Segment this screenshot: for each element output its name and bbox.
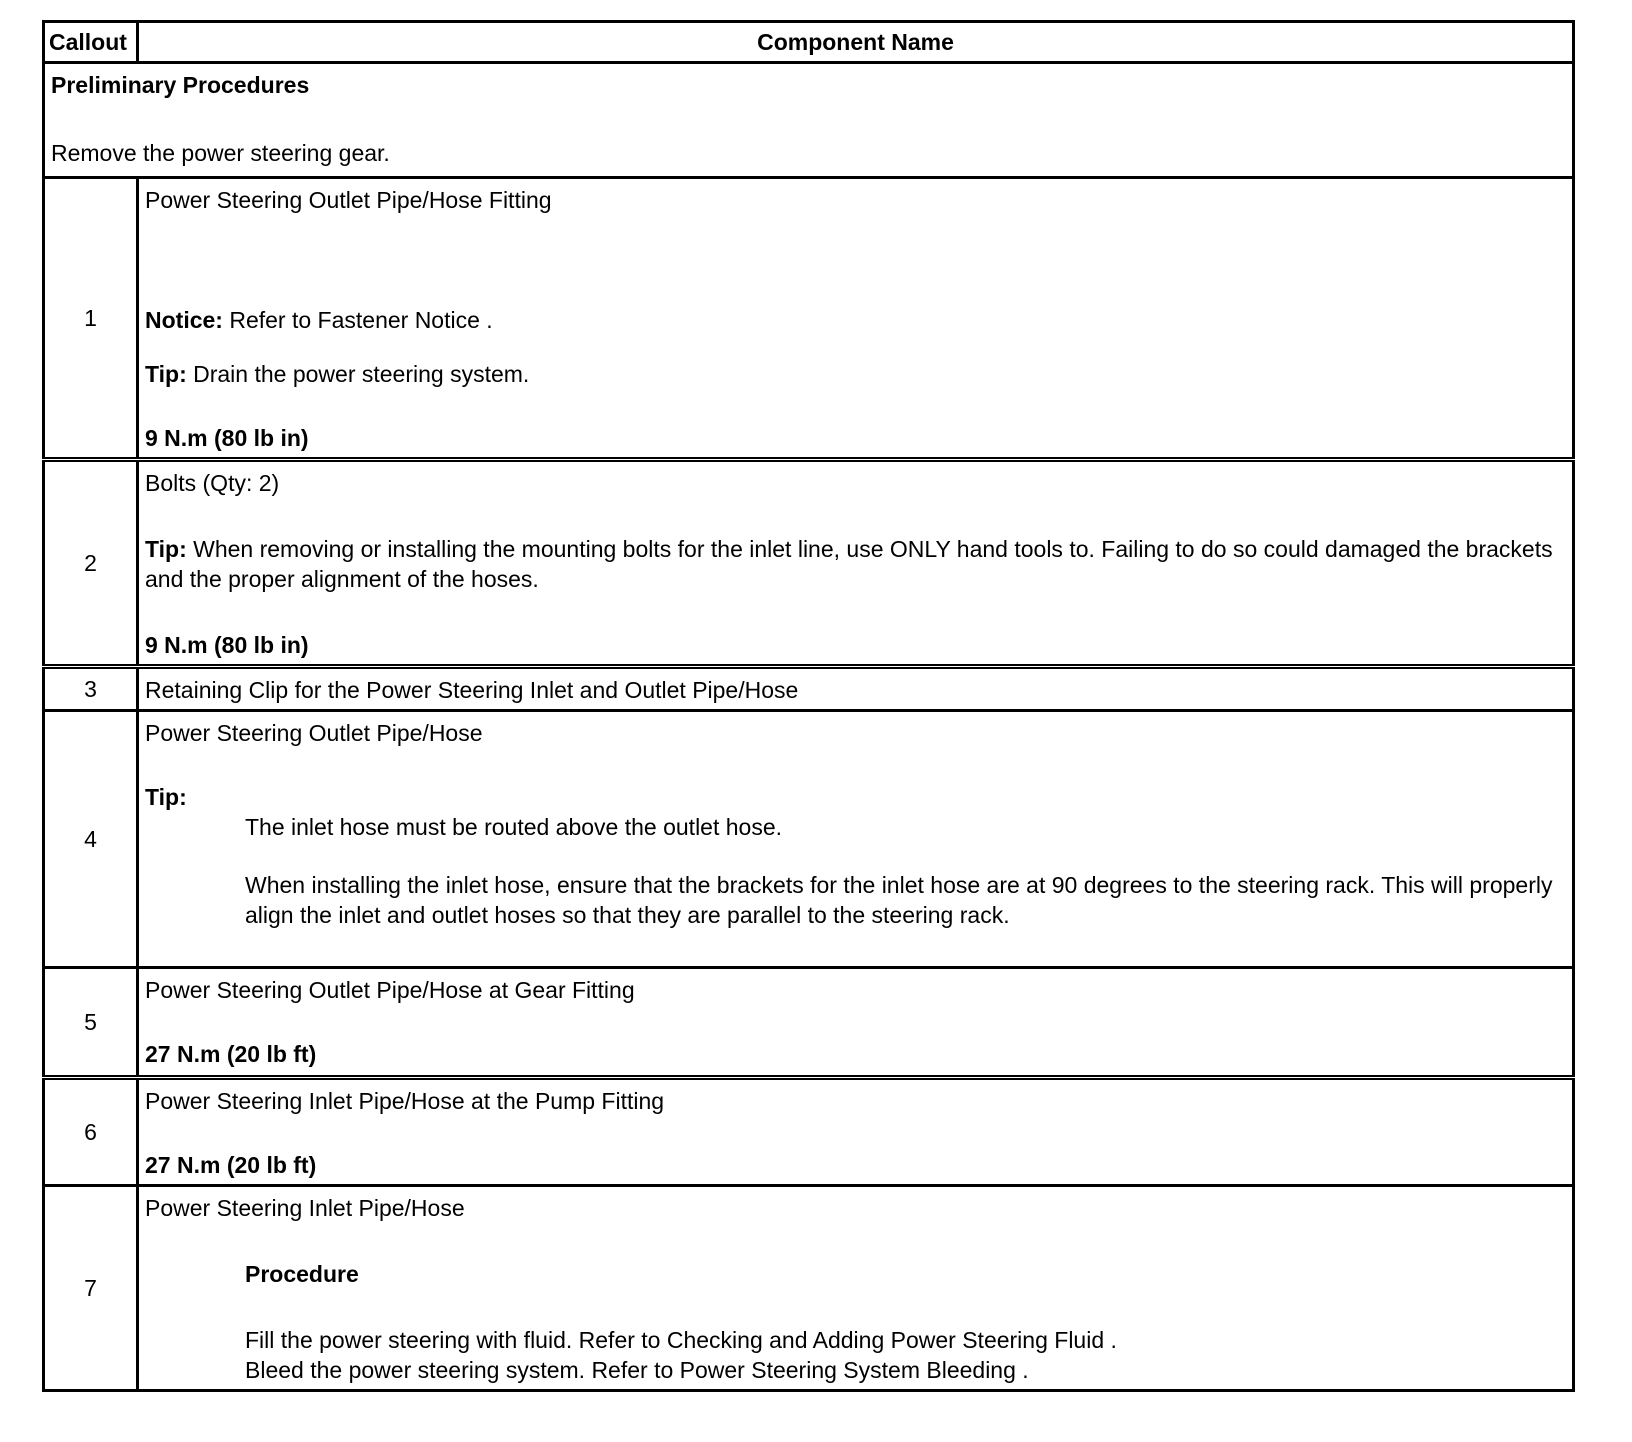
table-row: [44, 1186, 1574, 1391]
component-name: Power Steering Outlet Pipe/Hose at Gear Fitting: [145, 977, 635, 1003]
torque-spec: 9 N.m (80 lb in): [145, 632, 309, 658]
callout-number: 1: [44, 178, 138, 460]
preliminary-cell: [44, 63, 1574, 178]
component-cell: [138, 667, 1574, 711]
tip-line: [145, 359, 1566, 389]
torque-spec: 27 N.m (20 lb ft): [145, 1152, 317, 1178]
component-cell: [138, 1078, 1574, 1186]
component-name: Power Steering Outlet Pipe/Hose Fitting: [145, 187, 552, 213]
component-cell: [138, 711, 1574, 968]
component-name: Power Steering Outlet Pipe/Hose: [145, 720, 483, 746]
component-cell: [138, 968, 1574, 1078]
tip-label: Tip:: [145, 361, 187, 387]
tip-label: Tip:: [145, 536, 187, 562]
table-row: [44, 1078, 1574, 1186]
tip-label: Tip:: [145, 784, 187, 810]
callout-column-header: Callout: [44, 22, 138, 63]
tip-text: When removing or installing the mounting bolts for the inlet line, use ONLY hand tools to. Failing to do so could damaged the brackets and the proper alignment of the hoses.: [145, 536, 1553, 592]
table-row: [44, 460, 1574, 667]
table-row: [44, 968, 1574, 1078]
table-row: [44, 711, 1574, 968]
procedure-title: Procedure: [245, 1261, 359, 1287]
tip-text: Drain the power steering system.: [186, 361, 530, 387]
component-name: Power Steering Inlet Pipe/Hose: [145, 1195, 465, 1221]
preliminary-text: Remove the power steering gear.: [51, 140, 390, 166]
tip-line: [145, 534, 1566, 594]
component-name: Power Steering Inlet Pipe/Hose at the Pump Fitting: [145, 1088, 665, 1114]
component-table-document: [42, 20, 1575, 1392]
notice-text: Refer to Fastener Notice .: [222, 307, 493, 333]
callout-number: 2: [44, 460, 138, 667]
tip-item: When installing the inlet hose, ensure that the brackets for the inlet hose are at 90 degrees to the steering rack. This will properly align the inlet and outlet hoses so that they are parallel to the steering rack.: [245, 872, 1553, 928]
preliminary-title: Preliminary Procedures: [51, 72, 310, 98]
callout-number: 7: [44, 1186, 138, 1391]
callout-number: 6: [44, 1078, 138, 1186]
preliminary-row: [44, 63, 1574, 178]
component-name: Bolts (Qty: 2): [145, 470, 280, 496]
procedure-step: Bleed the power steering system. Refer to Power Steering System Bleeding .: [245, 1357, 1029, 1383]
component-table: [42, 20, 1575, 1392]
component-cell: [138, 178, 1574, 460]
torque-spec: 27 N.m (20 lb ft): [145, 1041, 317, 1067]
callout-number: 4: [44, 711, 138, 968]
callout-number: 3: [44, 667, 138, 711]
component-name-column-header: Component Name: [138, 22, 1574, 63]
notice-line: [145, 305, 1566, 335]
procedure-step: Fill the power steering with fluid. Refer to Checking and Adding Power Steering Fluid .: [245, 1327, 1117, 1353]
notice-label: Notice:: [145, 307, 223, 333]
table-row: [44, 667, 1574, 711]
table-row: [44, 178, 1574, 460]
tip-item: The inlet hose must be routed above the outlet hose.: [245, 814, 783, 840]
table-header-row: [44, 22, 1574, 63]
component-cell: [138, 460, 1574, 667]
component-cell: [138, 1186, 1574, 1391]
torque-spec: 9 N.m (80 lb in): [145, 425, 309, 451]
callout-number: 5: [44, 968, 138, 1078]
component-name: Retaining Clip for the Power Steering Inlet and Outlet Pipe/Hose: [145, 677, 799, 703]
